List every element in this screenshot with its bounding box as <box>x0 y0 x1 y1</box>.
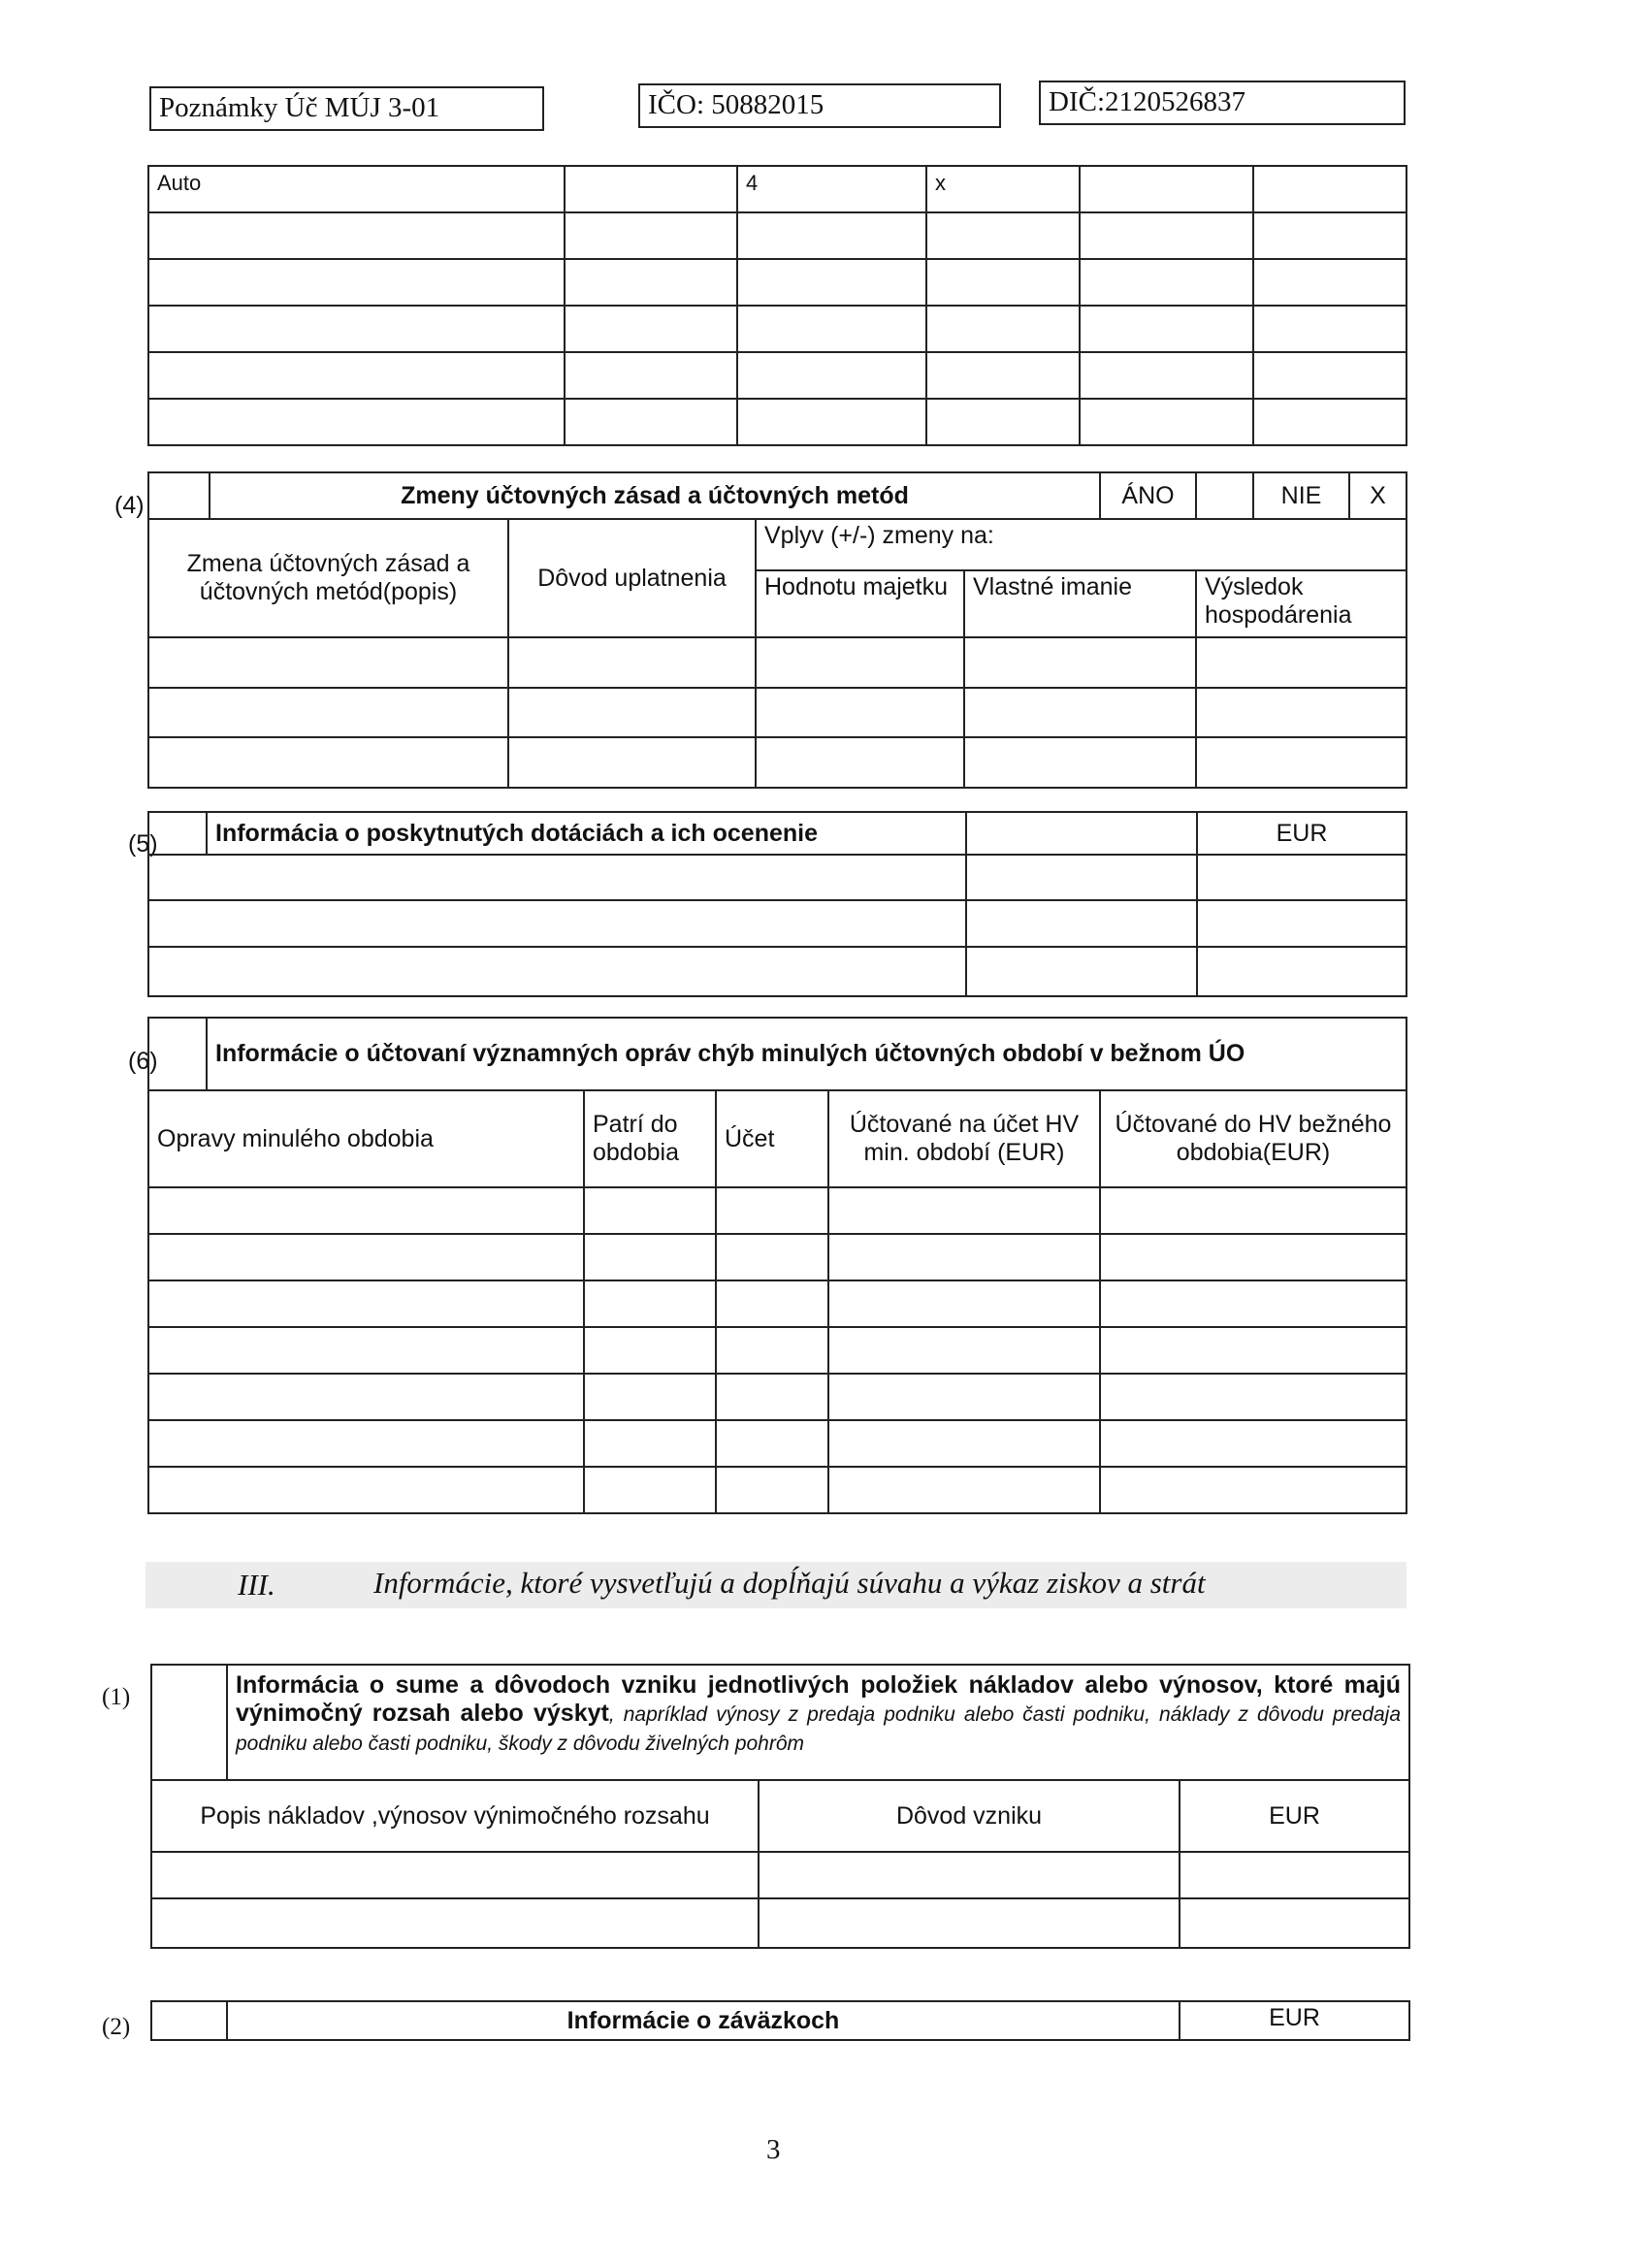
section-label: (5) <box>128 830 158 858</box>
section-label: (1) <box>102 1684 131 1710</box>
table-row <box>148 1327 1406 1374</box>
table-row <box>148 900 1406 947</box>
ano-label: ÁNO <box>1100 472 1196 519</box>
ano-checkbox[interactable] <box>1196 472 1253 519</box>
table-row <box>148 306 1406 352</box>
col-header: Dôvod uplatnenia <box>508 519 756 637</box>
part-title: Informácie, ktoré vysvetľujú a dopĺňajú súvahu a výkaz ziskov a strát <box>373 1566 1206 1600</box>
nie-label: NIE <box>1253 472 1349 519</box>
liabilities-table <box>150 2000 1410 2041</box>
cell: x <box>926 166 1080 212</box>
col-header: Zmena účtovných zásad a účtovných metód(popis) <box>148 519 508 637</box>
col-header: Patrí do obdobia <box>584 1090 716 1187</box>
section-title-bold: Informácia o sume a dôvodoch vzniku jednotlivých položiek nákladov alebo výnosov, ktoré majú výnimočný rozsah alebo výskyt <box>236 1671 1402 1727</box>
table-row <box>148 1420 1406 1467</box>
table-row <box>148 166 1406 212</box>
table-row <box>148 212 1406 259</box>
part-heading <box>146 1562 1406 1608</box>
cell: 4 <box>737 166 926 212</box>
error-corrections-table <box>147 1017 1407 1514</box>
subsidies-table <box>147 811 1407 997</box>
table-row <box>148 1374 1406 1420</box>
col-header: Účtované na účet HV min. období (EUR) <box>828 1090 1100 1187</box>
table-row <box>151 1852 1409 1898</box>
col-header: Opravy minulého obdobia <box>148 1090 584 1187</box>
section-title: Informácie o záväzkoch <box>227 2001 1180 2040</box>
col-header: Účtované do HV bežného obdobia(EUR) <box>1100 1090 1406 1187</box>
section-title <box>227 1665 1409 1780</box>
asset-table <box>147 165 1407 446</box>
checkbox-cell <box>148 812 207 855</box>
ico-box: IČO: 50882015 <box>638 83 1001 128</box>
table-row <box>148 399 1406 445</box>
col-header: Dôvod vzniku <box>759 1780 1180 1852</box>
checkbox-cell <box>151 2001 227 2040</box>
table-row <box>148 1234 1406 1280</box>
cell: Auto <box>148 166 565 212</box>
table-row <box>148 259 1406 306</box>
cell <box>1080 166 1253 212</box>
col-header: Vplyv (+/-) zmeny na: <box>756 519 1406 570</box>
section-label: (4) <box>114 492 145 519</box>
section-label: (6) <box>128 1048 158 1075</box>
form-title-box: Poznámky Úč MÚJ 3-01 <box>149 86 544 131</box>
section-title: Informácie o účtovaní významných opráv chýb minulých účtovných období v bežnom ÚO <box>207 1018 1406 1090</box>
col-header: Popis nákladov ,výnosov výnimočného rozsahu <box>151 1780 759 1852</box>
section-title: Informácia o poskytnutých dotáciách a ich ocenenie <box>207 812 966 855</box>
table-row <box>151 1898 1409 1948</box>
page-number: 3 <box>766 2134 781 2165</box>
col-header: Vlastné imanie <box>964 570 1196 637</box>
section-label: (2) <box>102 2014 131 2040</box>
table-row <box>148 1187 1406 1234</box>
col-header: EUR <box>1180 1780 1409 1852</box>
section-title: Zmeny účtovných zásad a účtovných metód <box>210 472 1100 519</box>
table-row <box>148 688 1406 737</box>
section-title-examples: , napríklad výnosy z predaja podniku alebo časti podniku, náklady z dôvodu predaja podniku alebo časti podniku, škody z dôvodu živelných pohrôm <box>236 1703 1402 1755</box>
table-row <box>148 1280 1406 1327</box>
checkbox-cell <box>148 472 210 519</box>
table-row <box>148 855 1406 900</box>
col-header: Hodnotu majetku <box>756 570 964 637</box>
cell <box>565 166 737 212</box>
nie-checkbox[interactable]: X <box>1349 472 1406 519</box>
col-header: Výsledok hospodárenia <box>1196 570 1406 637</box>
part-numeral: III. <box>238 1568 275 1602</box>
currency-header: EUR <box>1180 2001 1409 2040</box>
dic-box: DIČ:2120526837 <box>1039 81 1406 125</box>
table-row <box>148 947 1406 996</box>
checkbox-cell <box>151 1665 227 1780</box>
currency-header: EUR <box>1197 812 1406 855</box>
col-header: Účet <box>716 1090 828 1187</box>
exceptional-items-table <box>150 1664 1410 1949</box>
table-row <box>148 637 1406 688</box>
checkbox-cell <box>148 1018 207 1090</box>
cell <box>1253 166 1406 212</box>
policy-changes-table <box>147 471 1407 789</box>
table-row <box>148 352 1406 399</box>
table-row <box>148 1467 1406 1513</box>
table-row <box>148 737 1406 788</box>
